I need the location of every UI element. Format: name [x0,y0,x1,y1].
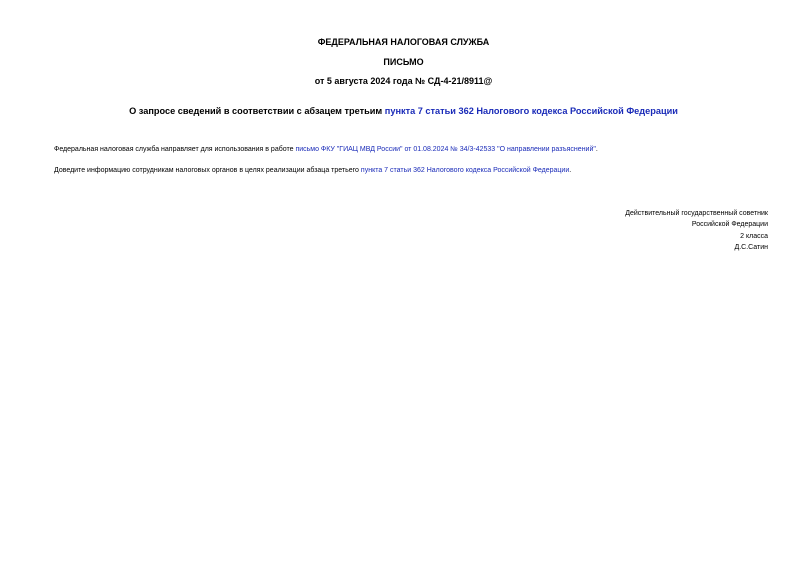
tax-code-link[interactable]: пункта 7 статьи 362 Налогового кодекса Российской Федерации [360,167,570,174]
letter-reference-link[interactable]: письмо ФКУ "ГИАЦ МВД России" от 01.08.2024 № 34/3-42533 "О направлении разъяснений" [295,146,596,153]
document-type: ПИСЬМО [383,57,424,67]
paragraph-1-text: Федеральная налоговая служба направляет для использования в работе [54,146,296,153]
paragraph-2-end: . [569,167,572,174]
signature-rank-line-2: Российской Федерации [691,221,768,229]
paragraph-2 [54,166,571,176]
agency-name: ФЕДЕРАЛЬНАЯ НАЛОГОВАЯ СЛУЖБА [317,37,490,47]
signature-block [625,208,768,253]
document-subject [0,105,807,117]
subject-law-link[interactable]: пункта 7 статьи 362 Налогового кодекса Российской Федерации [384,106,678,116]
paragraph-2-text: Доведите информацию сотрудникам налоговых органов в целях реализации абзаца третьего [54,167,361,174]
signatory-name: Д.С.Сатин [734,243,768,251]
subject-text: О запросе сведений в соответствии с абзацем третьим [129,106,385,116]
signature-rank-line-3: 2 класса [740,232,768,240]
document-date-number: от 5 августа 2024 года № СД-4-21/8911@ [314,76,493,86]
paragraph-1 [54,145,598,155]
paragraph-1-end: . [595,146,598,153]
signature-rank-line-1: Действительный государственный советник [625,210,768,217]
